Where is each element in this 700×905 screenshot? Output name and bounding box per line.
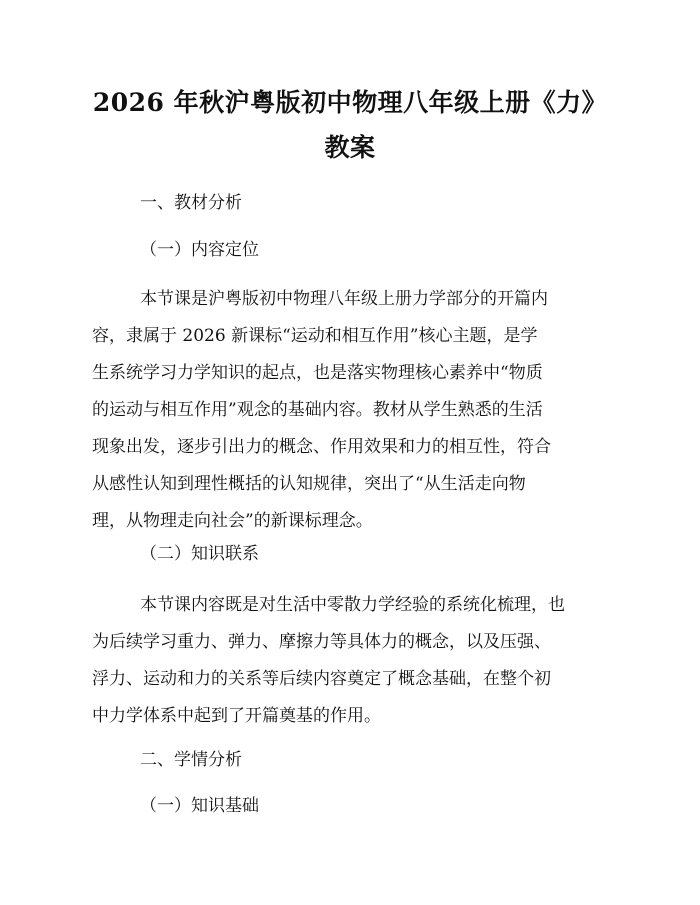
paragraph-line: 容，隶属于 2026 新课标“运动和相互作用”核心主题，是学 xyxy=(92,326,538,346)
paragraph-line: 浮力、运动和力的关系等后续内容奠定了概念基础，在整个初 xyxy=(92,669,551,689)
subsection-heading-content-positioning: （一）内容定位 xyxy=(140,240,259,260)
paragraph-line: 中力学体系中起到了开篇奠基的作用。 xyxy=(92,706,381,726)
paragraph-content-positioning xyxy=(92,288,612,531)
document-title-line-2: 教案 xyxy=(324,133,376,162)
paragraph-line: 生系统学习力学知识的起点，也是落实物理核心素养中“物质 xyxy=(92,363,543,383)
paragraph-line: 从感性认知到理性概括的认知规律，突出了“从生活走向物 xyxy=(92,474,526,494)
subsection-heading-knowledge-connection: （二）知识联系 xyxy=(140,544,259,564)
paragraph-line: 的运动与相互作用”观念的基础内容。教材从学生熟悉的生活 xyxy=(92,400,543,420)
paragraph-line: 理，从物理走向社会”的新课标理念。 xyxy=(92,511,373,531)
paragraph-line: 现象出发，逐步引出力的概念、作用效果和力的相互性，符合 xyxy=(92,437,551,457)
paragraph-line: 本节课内容既是对生活中零散力学经验的系统化梳理，也 xyxy=(140,595,565,615)
paragraph-knowledge-connection xyxy=(92,594,612,724)
paragraph-line: 为后续学习重力、弹力、摩擦力等具体力的概念，以及压强、 xyxy=(92,632,551,652)
document-title-line-1: 2026 年秋沪粤版初中物理八年级上册《力》 xyxy=(92,88,608,117)
subsection-heading-knowledge-foundation: （一）知识基础 xyxy=(140,796,259,816)
section-heading-learner-analysis: 二、学情分析 xyxy=(140,750,242,770)
section-heading-textbook-analysis: 一、教材分析 xyxy=(140,193,242,213)
paragraph-line: 本节课是沪粤版初中物理八年级上册力学部分的开篇内 xyxy=(140,289,548,309)
